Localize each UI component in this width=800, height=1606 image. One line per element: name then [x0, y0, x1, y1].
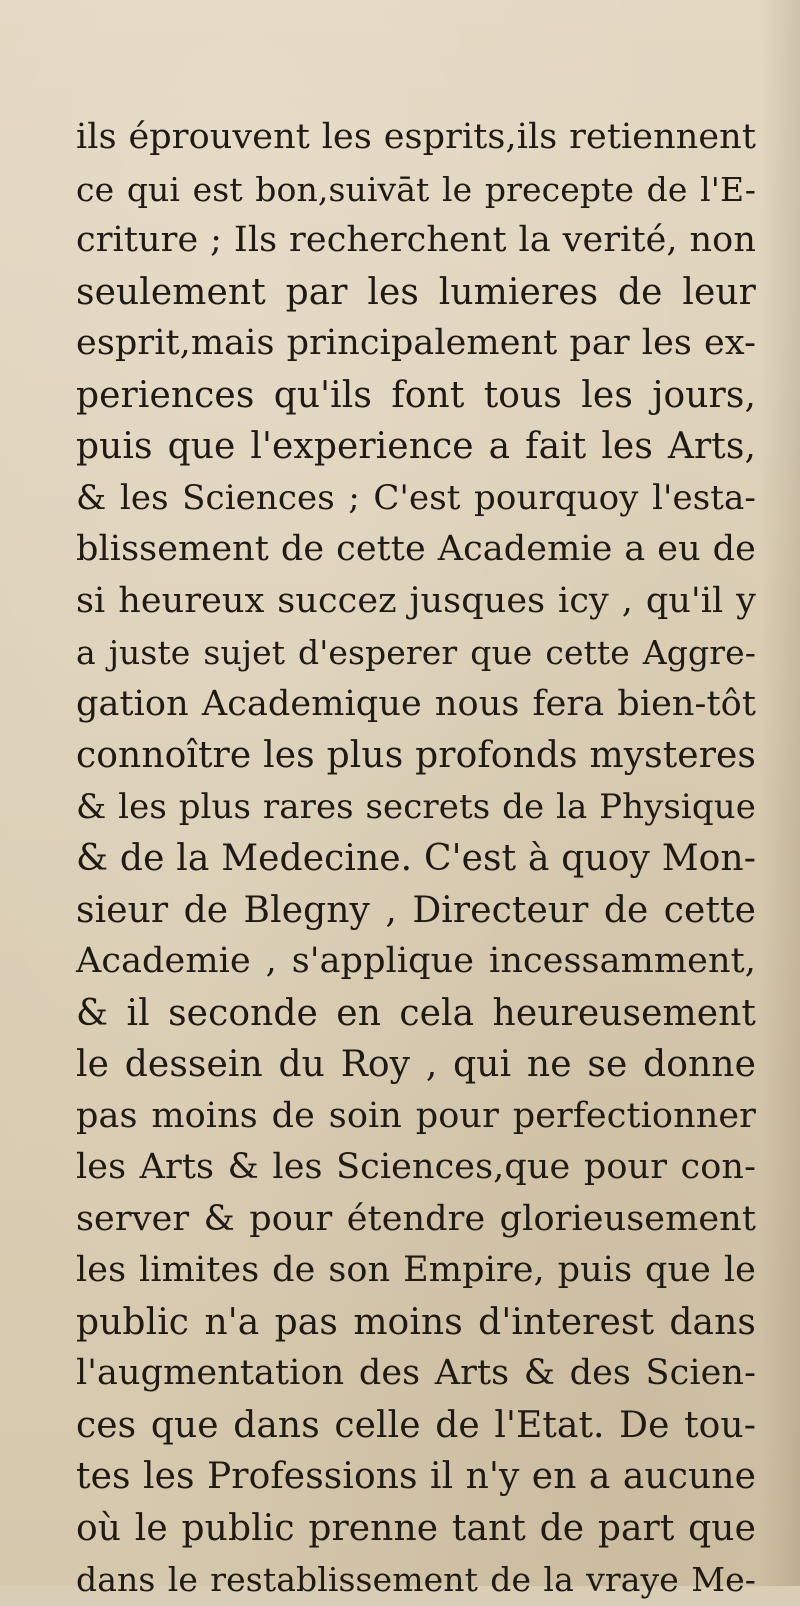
- text-line: où le public prenne tant de part que: [76, 1507, 756, 1549]
- text-line: ce qui est bon,suivāt le precepte de l'E-: [76, 169, 756, 209]
- text-line: Academie , s'applique incessamment,: [76, 941, 756, 981]
- text-line: l'augmentation des Arts & des Scien-: [76, 1353, 756, 1393]
- text-line: public n'a pas moins d'interest dans: [76, 1301, 756, 1343]
- text-line: a juste sujet d'esperer que cette Aggre-: [76, 633, 756, 672]
- text-line: criture ; Ils recherchent la verité, non: [76, 220, 756, 260]
- text-line: & il seconde en cela heureusement: [76, 992, 756, 1034]
- text-line: periences qu'ils font tous les jours,: [76, 374, 756, 416]
- text-line: ces que dans celle de l'Etat. De tou-: [76, 1404, 756, 1446]
- page-edge-shadow: [760, 0, 800, 1586]
- text-line: blissement de cette Academie a eu de: [76, 529, 756, 569]
- text-line: les Arts & les Sciences,que pour con-: [76, 1147, 756, 1187]
- text-line: & de la Medecine. C'est à quoy Mon-: [76, 838, 756, 879]
- text-line: esprit,mais principalement par les ex-: [76, 323, 756, 363]
- text-line: server & pour étendre glorieusement: [76, 1198, 756, 1239]
- text-line: seulement par les lumieres de leur: [76, 271, 756, 313]
- text-line: & les plus rares secrets de la Physique: [76, 786, 756, 827]
- text-line: dans le restablissement de la vraye Me-: [76, 1560, 756, 1599]
- text-line: puis que l'experience a fait les Arts,: [76, 426, 756, 467]
- text-line: les limites de son Empire, puis que le: [76, 1250, 756, 1290]
- text-line: pas moins de soin pour perfectionner: [76, 1095, 756, 1136]
- text-line: connoître les plus profonds mysteres: [76, 735, 756, 776]
- text-line: sieur de Blegny , Directeur de cette: [76, 889, 756, 931]
- text-line: si heureux succez jusques icy , qu'il y: [76, 580, 756, 621]
- text-line: ils éprouvent les esprits,ils retiennent: [76, 117, 756, 157]
- text-line: tes les Professions il n'y en a aucune: [76, 1456, 756, 1497]
- body-text: [76, 112, 756, 1606]
- text-line: gation Academique nous fera bien-tôt: [76, 683, 756, 724]
- text-line: le dessein du Roy , qui ne se donne: [76, 1044, 756, 1085]
- text-line: & les Sciences ; C'est pourquoy l'esta-: [76, 477, 756, 518]
